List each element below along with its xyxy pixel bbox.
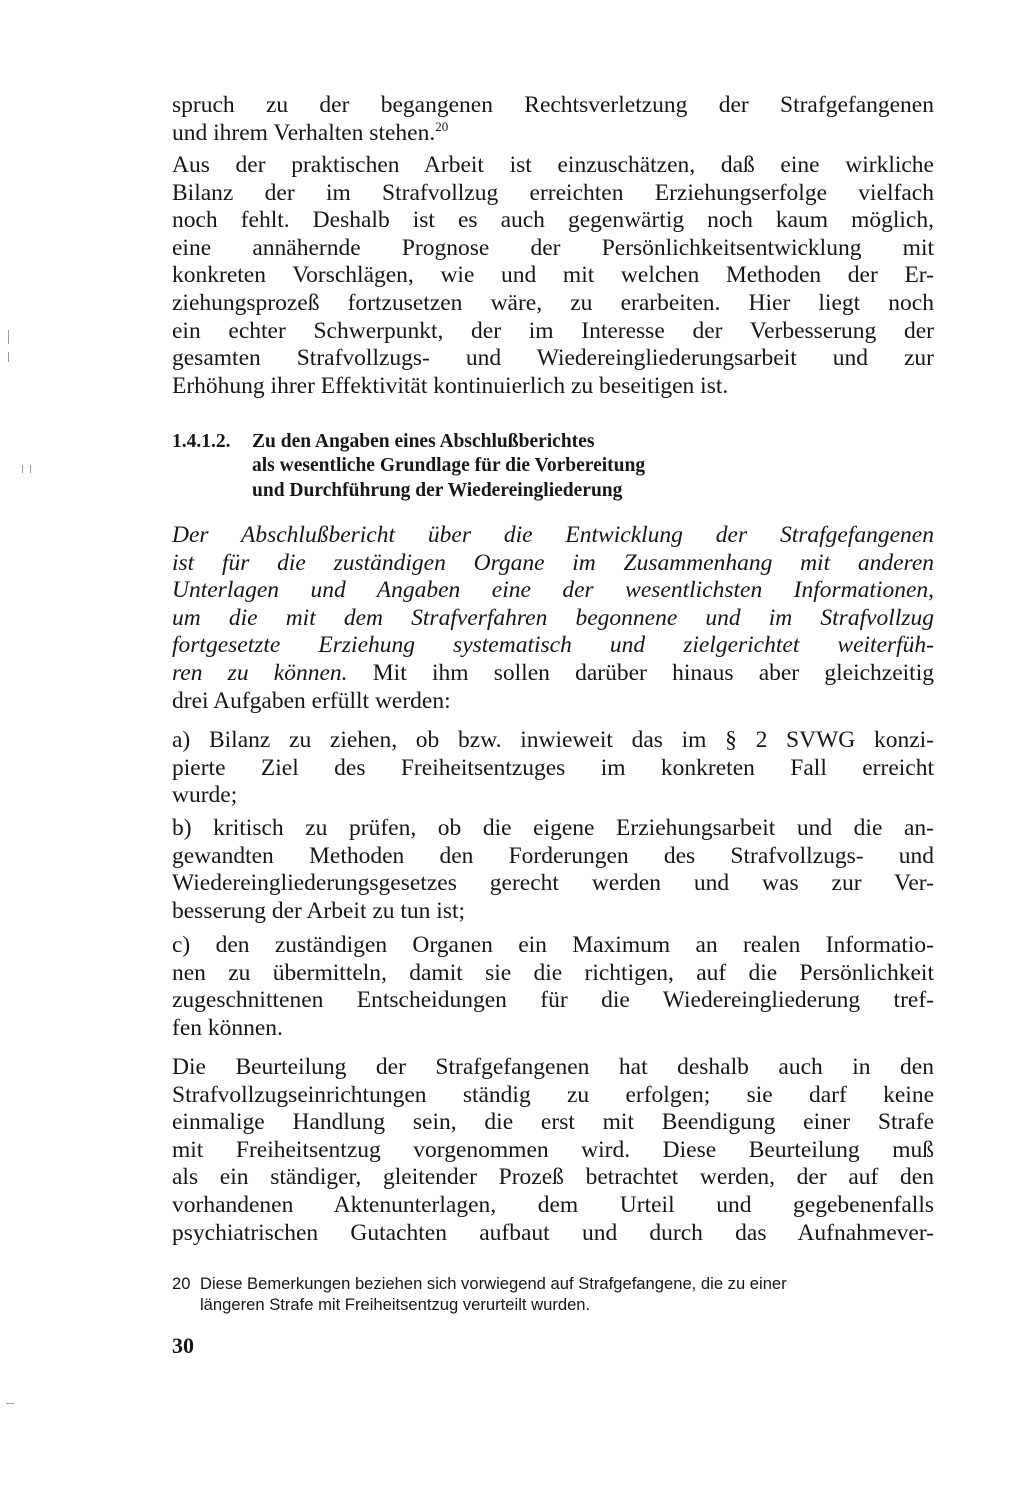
- text-line: eine annähernde Prognose der Persönlichkeitsentwicklung mit: [172, 234, 934, 261]
- text-line: gewandten Methoden den Forderungen des Strafvollzugs- und: [172, 842, 934, 869]
- text-line: ist für die zuständigen Organe im Zusammenhang mit anderen: [172, 549, 934, 576]
- text-line: nen zu übermitteln, damit sie die richtigen, auf die Persönlichkeit: [172, 959, 934, 986]
- text-line: [172, 660, 934, 688]
- list-item: [172, 932, 934, 1042]
- heading-line: als wesentliche Grundlage für die Vorbereitung: [252, 455, 646, 477]
- text-line: Bilanz der im Strafvollzug erreichten Erziehungserfolge vielfach: [172, 179, 934, 206]
- text-regular: Mit ihm sollen darüber hinaus aber gleichzeitig: [347, 659, 934, 686]
- footnote-number: 20: [172, 1274, 191, 1293]
- section-number: 1.4.1.2.: [172, 431, 231, 452]
- section-heading: [172, 430, 772, 503]
- text-line: wurde;: [172, 782, 238, 809]
- text-line: a) Bilanz zu ziehen, ob bzw. inwieweit das im § 2 SVWG konzi-: [172, 727, 934, 753]
- text-line: spruch zu der begangenen Rechtsverletzung der Strafgefangenen: [172, 92, 934, 118]
- text-line: als ein ständiger, gleitender Prozeß betrachtet werden, der auf den: [172, 1164, 934, 1191]
- text-line: Die Beurteilung der Strafgefangenen hat deshalb auch in den: [172, 1054, 934, 1080]
- list-item: [172, 727, 934, 810]
- text-line: pierte Ziel des Freiheitsentzuges im konkreten Fall erreicht: [172, 754, 934, 781]
- text-line: Erhöhung ihrer Effektivität kontinuierlich zu beseitigen ist.: [172, 372, 729, 399]
- paragraph-final-report: [172, 522, 934, 715]
- scan-mark: [22, 465, 23, 473]
- text-line: Der Abschlußbericht über die Entwicklung der Strafgefangenen: [172, 522, 934, 548]
- text-line: [172, 120, 934, 148]
- scan-mark: [30, 465, 31, 473]
- heading-line: und Durchführung der Wiedereingliederung: [252, 479, 623, 501]
- scan-mark: [8, 330, 9, 344]
- text-line: mit Freiheitsentzug vorgenommen wird. Diese Beurteilung muß: [172, 1136, 934, 1163]
- text-line: psychiatrischen Gutachten aufbaut und durch das Aufnahmever-: [172, 1219, 934, 1246]
- text-line: vorhandenen Aktenunterlagen, dem Urteil und gegebenenfalls: [172, 1191, 934, 1218]
- text-italic: ren zu können.: [172, 659, 348, 686]
- text-line: fortgesetzte Erziehung systematisch und zielgerichtet weiterfüh-: [172, 632, 934, 659]
- text-line: zugeschnittenen Entscheidungen für die Wiedereingliederung tref-: [172, 987, 934, 1014]
- scan-mark: [6, 1403, 14, 1404]
- text-line-body: und ihrem Verhalten stehen.: [172, 119, 436, 146]
- footnote-ref: 20: [435, 118, 449, 134]
- scan-mark: [8, 352, 9, 362]
- text-line: c) den zuständigen Organen ein Maximum an realen Informatio-: [172, 932, 934, 958]
- heading-text: Zu den Angaben eines Abschlußberichtes: [252, 431, 595, 452]
- list-item: [172, 815, 934, 925]
- text-line: Wiedereingliederungsgesetzes gerecht werden und was zur Ver-: [172, 870, 934, 897]
- text-line: besserung der Arbeit zu tun ist;: [172, 897, 466, 924]
- paragraph-continuation: [172, 92, 934, 147]
- heading-line: [172, 430, 772, 454]
- footnote: [172, 1273, 934, 1315]
- text-line: Aus der praktischen Arbeit ist einzuschätzen, daß eine wirkliche: [172, 152, 934, 178]
- page-number: 30: [172, 1333, 194, 1358]
- paragraph-assessment: [172, 152, 934, 400]
- text-line: konkreten Vorschlägen, wie und mit welchen Methoden der Er-: [172, 262, 934, 289]
- text-line: ziehungsprozeß fortzusetzen wäre, zu erarbeiten. Hier liegt noch: [172, 289, 934, 316]
- text-line: einmalige Handlung sein, die erst mit Beendigung einer Strafe: [172, 1109, 934, 1136]
- footnote-text: Diese Bemerkungen beziehen sich vorwiegend auf Strafgefangene, die zu einer: [200, 1274, 787, 1293]
- footnote-line: längeren Strafe mit Freiheitsentzug verurteilt wurden.: [200, 1295, 591, 1314]
- text-line: b) kritisch zu prüfen, ob die eigene Erziehungsarbeit und die an-: [172, 815, 934, 841]
- text-line: um die mit dem Strafverfahren begonnene und im Strafvollzug: [172, 604, 934, 631]
- text-line: gesamten Strafvollzugs- und Wiedereingliederungsarbeit und zur: [172, 345, 934, 372]
- text-line: fen können.: [172, 1014, 283, 1041]
- text-line: noch fehlt. Deshalb ist es auch gegenwärtig noch kaum möglich,: [172, 207, 934, 234]
- text-line: ein echter Schwerpunkt, der im Interesse der Verbesserung der: [172, 317, 934, 344]
- text-line: Unterlagen und Angaben eine der wesentlichsten Informationen,: [172, 577, 934, 604]
- text-line: drei Aufgaben erfüllt werden:: [172, 687, 451, 714]
- footnote-line: [172, 1273, 934, 1294]
- text-line: Strafvollzugseinrichtungen ständig zu erfolgen; sie darf keine: [172, 1081, 934, 1108]
- paragraph-assessment-process: [172, 1054, 934, 1247]
